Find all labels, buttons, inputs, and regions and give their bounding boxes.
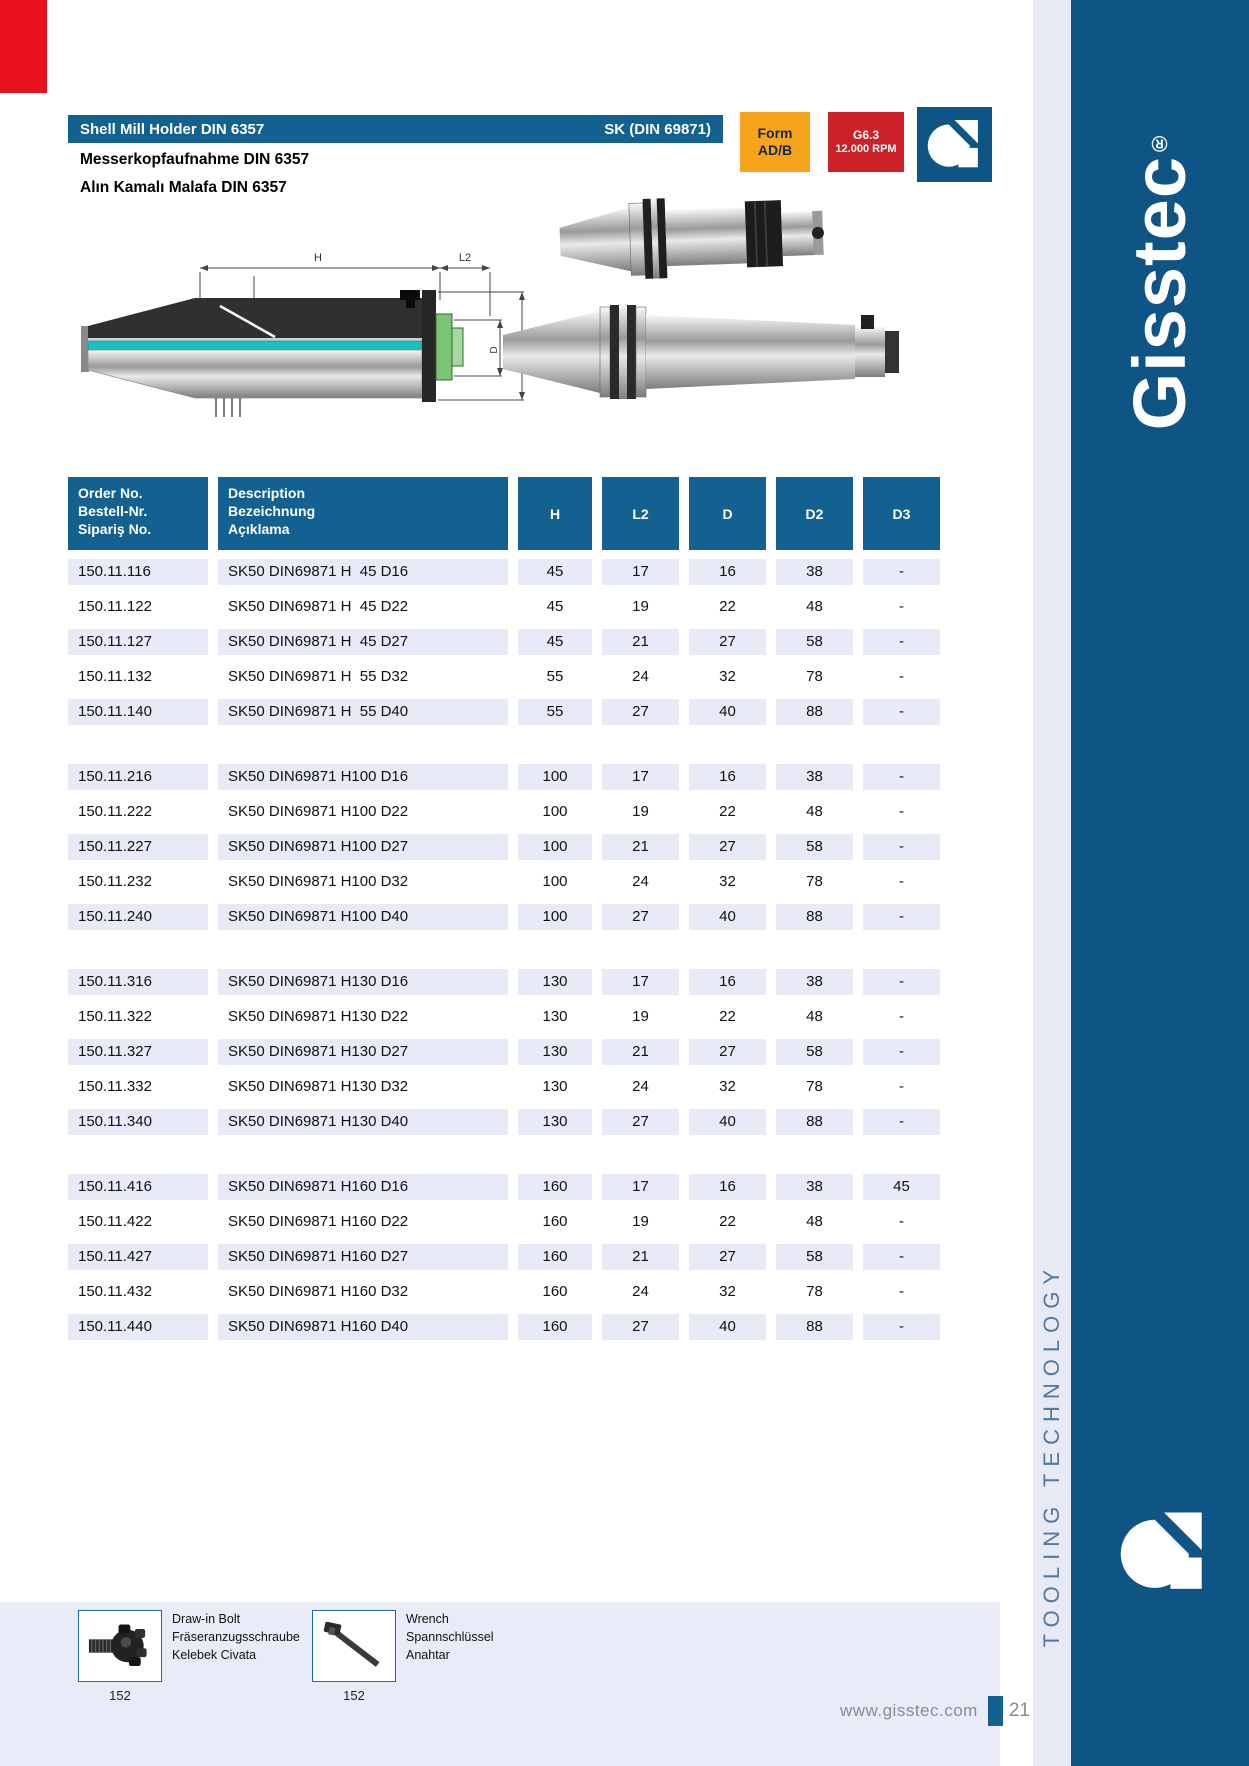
form-badge <box>740 112 810 172</box>
order-no-cell: 150.11.327 <box>68 1039 208 1065</box>
order-no-cell: 150.11.232 <box>78 873 152 890</box>
value-cell: 38 <box>776 1174 853 1200</box>
value-cell: 88 <box>776 699 853 725</box>
value-cell: 17 <box>602 559 679 585</box>
value-cell: 38 <box>776 764 853 790</box>
value-cell: 32 <box>719 1078 736 1095</box>
value-cell: 48 <box>806 1213 823 1230</box>
value-cell: 45 <box>863 1174 940 1200</box>
technical-drawing <box>70 230 540 420</box>
description-cell: SK50 DIN69871 H 45 D27 <box>218 629 508 655</box>
value-cell: 130 <box>518 1039 592 1065</box>
value-cell: 100 <box>518 904 592 930</box>
wrench-label: Wrench Spannschlüssel Anahtar <box>406 1612 494 1662</box>
order-no-cell: 150.11.127 <box>68 629 208 655</box>
value-cell: - <box>899 803 904 820</box>
value-cell: - <box>899 1008 904 1025</box>
description-cell: SK50 DIN69871 H160 D40 <box>218 1314 508 1340</box>
order-no-cell: 150.11.332 <box>78 1078 152 1095</box>
draw-in-bolt-page-ref: 152 <box>109 1688 131 1703</box>
value-cell: 22 <box>719 1213 736 1230</box>
value-cell: - <box>863 1314 940 1340</box>
draw-in-bolt-image <box>78 1610 162 1682</box>
value-cell: 78 <box>806 1078 823 1095</box>
description-cell: SK50 DIN69871 H100 D40 <box>218 904 508 930</box>
table-group-spacer <box>68 1144 940 1165</box>
col-header-d3: D3 <box>863 477 940 550</box>
value-cell: 38 <box>776 969 853 995</box>
page-footer <box>600 1694 1030 1728</box>
balance-grade-badge <box>828 112 904 172</box>
balance-grade-line1: G6.3 <box>852 127 879 142</box>
col-header-l2: L2 <box>602 477 679 550</box>
description-cell: SK50 DIN69871 H130 D40 <box>218 1109 508 1135</box>
wrench-icon <box>317 1617 391 1675</box>
website-link[interactable]: www.gisstec.com <box>839 1701 978 1720</box>
page-title: Shell Mill Holder DIN 6357 <box>80 120 265 138</box>
subtitle-german: Messerkopfaufnahme DIN 6357 <box>80 151 310 168</box>
subtitle-turkish: Alın Kamalı Malafa DIN 6357 <box>80 179 287 196</box>
order-no-cell: 150.11.140 <box>68 699 208 725</box>
value-cell: - <box>863 1039 940 1065</box>
order-no-cell: 150.11.427 <box>68 1244 208 1270</box>
value-cell: 160 <box>518 1244 592 1270</box>
product-photo-top <box>555 185 845 290</box>
value-cell: 40 <box>689 1314 766 1340</box>
value-cell: 100 <box>518 764 592 790</box>
value-cell: 55 <box>546 668 564 685</box>
value-cell: - <box>899 598 904 615</box>
registered-mark: ® <box>1147 129 1172 156</box>
brand-name: Gisstec <box>1118 155 1201 431</box>
description-cell: SK50 DIN69871 H 55 D32 <box>228 668 409 685</box>
value-cell: 160 <box>518 1314 592 1340</box>
value-cell: 22 <box>719 598 736 615</box>
order-no-cell: 150.11.122 <box>78 598 152 615</box>
value-cell: 19 <box>632 1008 649 1025</box>
dim-label-d: D <box>489 346 500 354</box>
value-cell: 58 <box>776 1244 853 1270</box>
col-header-d2: D2 <box>776 477 853 550</box>
product-photo-bottom <box>495 295 915 410</box>
table-group-spacer <box>68 734 940 755</box>
table-group-spacer <box>68 939 940 960</box>
value-cell: - <box>863 904 940 930</box>
description-cell: SK50 DIN69871 H100 D22 <box>228 803 409 820</box>
value-cell: - <box>863 764 940 790</box>
value-cell: 27 <box>602 1314 679 1340</box>
value-cell: - <box>863 1109 940 1135</box>
value-cell: 130 <box>542 1008 568 1025</box>
value-cell: - <box>899 1078 904 1095</box>
value-cell: 55 <box>518 699 592 725</box>
value-cell: 45 <box>546 598 564 615</box>
gisstec-logo-icon <box>926 116 983 173</box>
form-badge-line2: AD/B <box>757 142 793 158</box>
value-cell: 40 <box>689 904 766 930</box>
value-cell: 40 <box>689 699 766 725</box>
value-cell: 17 <box>602 764 679 790</box>
order-no-cell: 150.11.340 <box>68 1109 208 1135</box>
value-cell: 48 <box>806 803 823 820</box>
order-no-cell: 150.11.240 <box>68 904 208 930</box>
description-cell: SK50 DIN69871 H130 D16 <box>218 969 508 995</box>
value-cell: 45 <box>518 559 592 585</box>
value-cell: 130 <box>542 1078 568 1095</box>
value-cell: 38 <box>776 559 853 585</box>
value-cell: 88 <box>776 1314 853 1340</box>
value-cell: 21 <box>602 1244 679 1270</box>
draw-in-bolt-icon <box>83 1617 157 1675</box>
wrench-image <box>312 1610 396 1682</box>
value-cell: 48 <box>806 1008 823 1025</box>
description-cell: SK50 DIN69871 H100 D16 <box>218 764 508 790</box>
description-cell: SK50 DIN69871 H130 D32 <box>228 1078 409 1095</box>
value-cell: 27 <box>602 699 679 725</box>
title-bar <box>68 115 723 143</box>
value-cell: 16 <box>689 1174 766 1200</box>
value-cell: 19 <box>632 598 649 615</box>
col-header-h: H <box>518 477 592 550</box>
value-cell: 32 <box>719 668 736 685</box>
order-no-cell: 150.11.116 <box>68 559 208 585</box>
order-no-cell: 150.11.322 <box>78 1008 152 1025</box>
value-cell: 58 <box>776 1039 853 1065</box>
accessories-strip <box>0 1602 1000 1766</box>
col-header-d: D <box>689 477 766 550</box>
order-no-cell: 150.11.132 <box>78 668 152 685</box>
value-cell: - <box>863 969 940 995</box>
col-header-order: Order No. Bestell-Nr. Sipariş No. <box>68 477 208 550</box>
value-cell: 16 <box>689 764 766 790</box>
value-cell: - <box>863 699 940 725</box>
value-cell: - <box>863 559 940 585</box>
value-cell: - <box>863 834 940 860</box>
value-cell: 17 <box>602 1174 679 1200</box>
value-cell: 27 <box>602 1109 679 1135</box>
page-number-marker <box>988 1696 1003 1726</box>
description-cell: SK50 DIN69871 H100 D32 <box>228 873 409 890</box>
value-cell: 16 <box>689 559 766 585</box>
order-no-cell: 150.11.222 <box>78 803 152 820</box>
description-cell: SK50 DIN69871 H160 D27 <box>218 1244 508 1270</box>
value-cell: 160 <box>542 1213 568 1230</box>
taper-designation: SK (DIN 69871) <box>604 120 711 138</box>
description-cell: SK50 DIN69871 H130 D22 <box>228 1008 409 1025</box>
order-no-cell: 150.11.216 <box>68 764 208 790</box>
value-cell: 21 <box>602 629 679 655</box>
order-no-cell: 150.11.432 <box>78 1283 152 1300</box>
value-cell: 58 <box>776 834 853 860</box>
order-no-cell: 150.11.316 <box>68 969 208 995</box>
value-cell: 17 <box>602 969 679 995</box>
order-no-cell: 150.11.440 <box>68 1314 208 1340</box>
page-number: 21 <box>1008 1700 1030 1721</box>
value-cell: 130 <box>518 969 592 995</box>
col-header-description: Description Bezeichnung Açıklama <box>218 477 508 550</box>
value-cell: - <box>899 873 904 890</box>
value-cell: 78 <box>806 668 823 685</box>
value-cell: 32 <box>719 873 736 890</box>
value-cell: - <box>899 668 904 685</box>
value-cell: 32 <box>719 1283 736 1300</box>
value-cell: 100 <box>542 803 568 820</box>
value-cell: 19 <box>632 803 649 820</box>
order-no-cell: 150.11.422 <box>78 1213 152 1230</box>
value-cell: 19 <box>632 1213 649 1230</box>
value-cell: 27 <box>689 834 766 860</box>
value-cell: 27 <box>689 1244 766 1270</box>
description-cell: SK50 DIN69871 H160 D22 <box>228 1213 409 1230</box>
gisstec-logo-icon-bottom <box>1118 1506 1210 1598</box>
value-cell: 45 <box>518 629 592 655</box>
order-no-cell: 150.11.227 <box>68 834 208 860</box>
order-no-cell: 150.11.416 <box>68 1174 208 1200</box>
value-cell: - <box>863 629 940 655</box>
draw-in-bolt-label: Draw-in Bolt Fräseranzugsschraube Kelebek Civata <box>172 1612 300 1662</box>
corner-accent <box>0 0 47 93</box>
description-cell: SK50 DIN69871 H 55 D40 <box>218 699 508 725</box>
value-cell: 88 <box>776 1109 853 1135</box>
value-cell: 21 <box>602 1039 679 1065</box>
value-cell: 40 <box>689 1109 766 1135</box>
value-cell: 24 <box>632 668 649 685</box>
dim-label-h: H <box>314 252 322 264</box>
brand-wordmark <box>1071 55 1249 505</box>
description-cell: SK50 DIN69871 H 45 D16 <box>218 559 508 585</box>
description-cell: SK50 DIN69871 H100 D27 <box>218 834 508 860</box>
value-cell: - <box>899 1213 904 1230</box>
brand-logo-box <box>917 107 992 182</box>
value-cell: 48 <box>806 598 823 615</box>
value-cell: 24 <box>632 1078 649 1095</box>
value-cell: 24 <box>632 873 649 890</box>
value-cell: 27 <box>689 1039 766 1065</box>
value-cell: 130 <box>518 1109 592 1135</box>
value-cell: 21 <box>602 834 679 860</box>
form-badge-line1: Form <box>757 124 793 141</box>
dim-label-l2: L2 <box>458 252 472 264</box>
value-cell: 22 <box>719 803 736 820</box>
value-cell: 58 <box>776 629 853 655</box>
value-cell: 16 <box>689 969 766 995</box>
value-cell: 160 <box>542 1283 568 1300</box>
value-cell: 88 <box>776 904 853 930</box>
value-cell: - <box>899 1283 904 1300</box>
value-cell: 78 <box>806 1283 823 1300</box>
value-cell: 27 <box>602 904 679 930</box>
value-cell: - <box>863 1244 940 1270</box>
description-cell: SK50 DIN69871 H160 D32 <box>228 1283 409 1300</box>
value-cell: 27 <box>689 629 766 655</box>
description-cell: SK50 DIN69871 H130 D27 <box>218 1039 508 1065</box>
value-cell: 160 <box>518 1174 592 1200</box>
value-cell: 24 <box>632 1283 649 1300</box>
wrench-page-ref: 152 <box>343 1688 365 1703</box>
description-cell: SK50 DIN69871 H 45 D22 <box>228 598 409 615</box>
product-table <box>68 477 940 1340</box>
value-cell: 78 <box>806 873 823 890</box>
value-cell: 22 <box>719 1008 736 1025</box>
brand-tagline: TOOLING TECHNOLOGY <box>1039 1262 1064 1648</box>
value-cell: 100 <box>542 873 568 890</box>
value-cell: 100 <box>518 834 592 860</box>
balance-grade-line2: 12.000 RPM <box>835 142 897 155</box>
description-cell: SK50 DIN69871 H160 D16 <box>218 1174 508 1200</box>
